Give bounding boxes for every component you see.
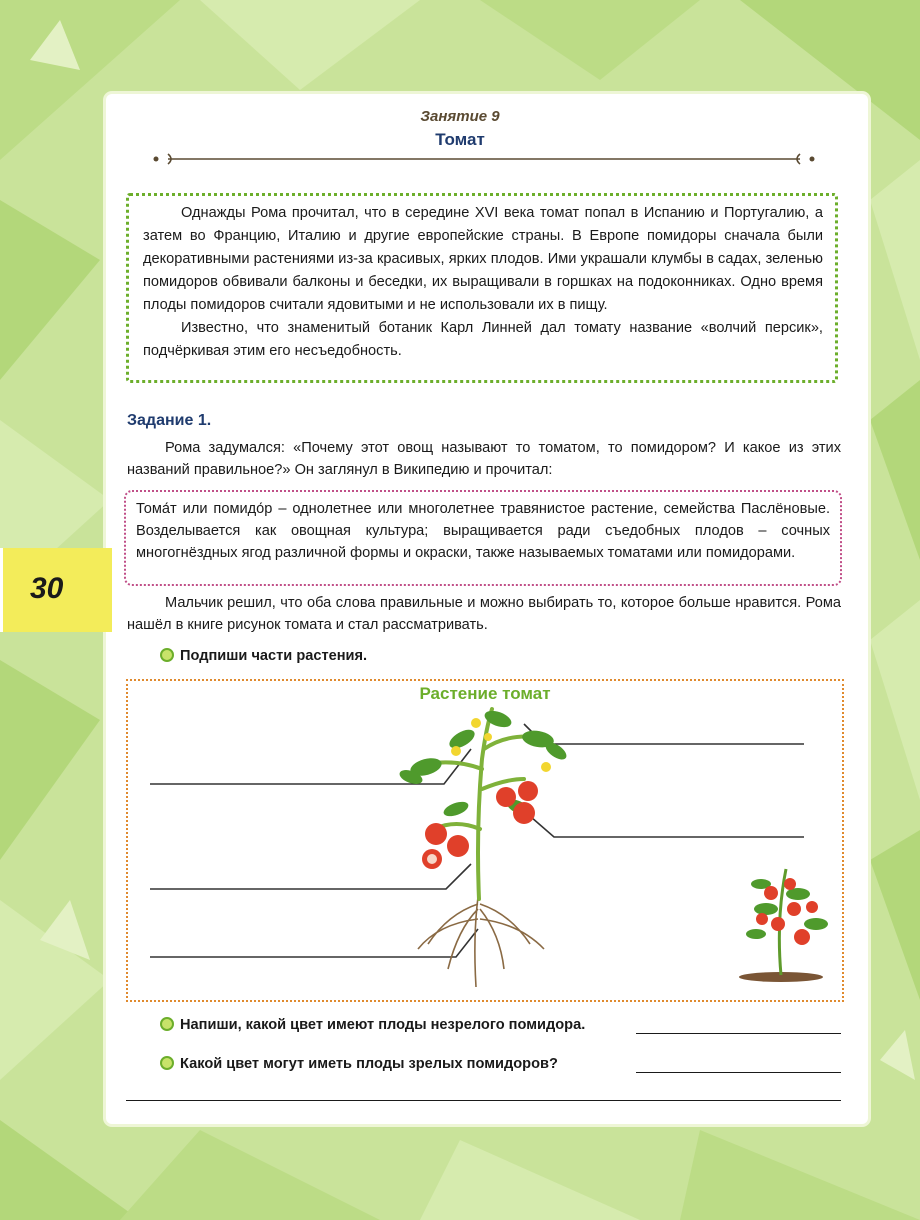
label-line-fruit [531,817,804,837]
small-tomato-bush-illustration [739,869,828,982]
lesson-number: Занятие 9 [420,108,500,125]
task-question: Рома задумался: «Почему этот овощ называют то томатом, то помидором? И какое из этих названий правильное?» Он заглянул в Википедию и прочитал: [127,440,841,478]
intro-paragraph-1: Однажды Рома прочитал, что в середине XVI века томат попал в Испанию и Португалию, а затем во Францию, Италию и другие европейские страны. В Европе помидоры сначала были декоративными растениями из-за красивых, ярких плодов. Ими украшали клумбы в садах, зеленью помидоров обвивали балконы и беседки, их выращивали в горшках на подоконниках. Одно время плоды помидоров считали ядовитыми и не использовали их в пищу. [143,205,823,313]
answer-line-unripe[interactable] [636,1020,841,1034]
plant-title: Растение томат [419,684,551,703]
task-conclusion: Мальчик решил, что оба слова правильные и можно выбирать то, которое больше нравится. Рома нашёл в книге рисунок томата и стал рассматривать. [127,595,841,633]
definition-box [124,490,842,586]
label-line-flower [524,724,804,744]
tomato-plant-illustration [126,679,844,1002]
task-heading: Задание 1. [127,412,212,429]
page-number: 30 [30,572,64,605]
answer-line-ripe-2[interactable] [126,1088,841,1101]
bullet-circle-icon [160,1056,174,1070]
instruction-text: Подпиши части растения. [180,648,368,664]
lesson-title: Томат [435,130,485,149]
definition-text: Тома́т или помидо́р – однолетнее или многолетнее травянистое растение, семейства Паслёновые. Возделывается как овощная культура; выращивается ради съедобных плодов – сочных многогнёздных ягод различной формы и окраски, также называемых томатами или помидорами. [136,501,830,561]
question-ripe-text: Какой цвет могут иметь плоды зрелых помидоров? [180,1056,558,1072]
intro-paragraph-2: Известно, что знаменитый ботаник Карл Линней дал томату название «волчий персик», подчёркивая этим его несъедобность. [143,320,823,359]
bullet-circle-icon [160,648,174,662]
bullet-circle-icon [160,1017,174,1031]
label-line-stem [150,864,471,889]
answer-line-ripe-1[interactable] [636,1059,841,1073]
intro-box [126,193,838,383]
question-unripe-text: Напиши, какой цвет имеют плоды незрелого помидора. [180,1017,586,1033]
ornament-divider-icon [150,150,818,168]
instruction-label-parts [160,648,367,664]
